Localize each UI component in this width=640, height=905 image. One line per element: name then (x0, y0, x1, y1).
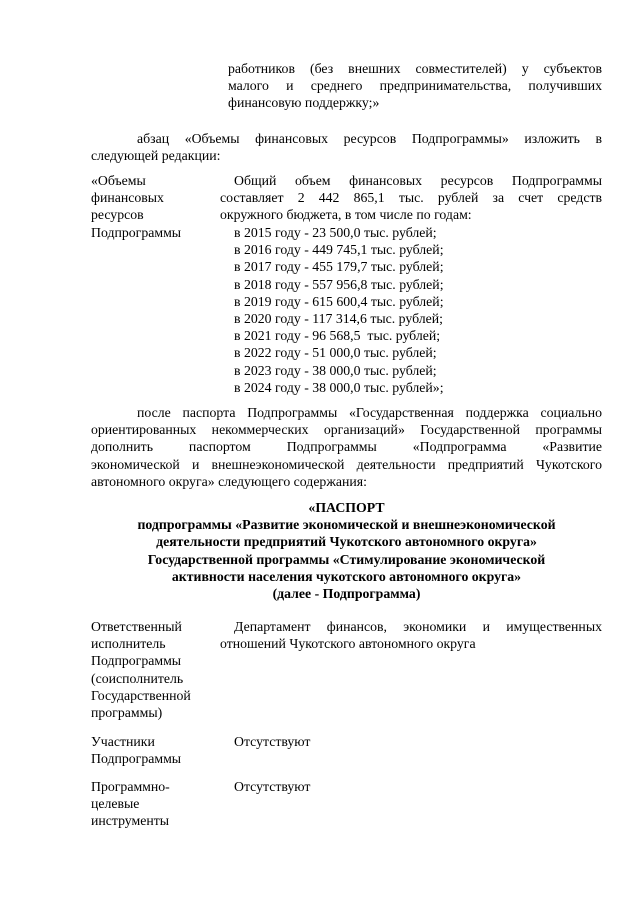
label-line: финансовых (91, 190, 164, 206)
value-line: Отсутствуют (234, 779, 311, 794)
value-line: Отсутствуют (234, 734, 311, 749)
year-line: в 2016 году - 449 745,1 тыс. рублей; (234, 242, 444, 258)
text-line: работников (без внешних совместителей) у субъектов (228, 61, 602, 76)
passport-row-value (220, 618, 602, 652)
resources-label (91, 172, 211, 241)
heading-line: Государственной программы «Стимулирование экономической (147, 551, 546, 567)
text-line: экономической и внешнеэкономической деятельности предприятий Чукотского (91, 456, 602, 472)
heading-line: деятельности предприятий Чукотского автономного округа» (156, 534, 537, 550)
text-line: ориентированных некоммерческих организаций» Государственной программы (91, 422, 602, 438)
text-line: следующей редакции: (91, 148, 221, 164)
heading-line: (далее - Подпрограмма) (272, 586, 421, 602)
year-line: в 2020 году - 117 314,6 тыс. рублей; (234, 311, 444, 327)
year-line: в 2018 году - 557 956,8 тыс. рублей; (234, 276, 444, 292)
value-line: Общий объем финансовых ресурсов Подпрограммы (234, 173, 602, 188)
label-line: Государственной (91, 687, 191, 703)
label-line: программы) (91, 705, 163, 721)
value-line: Департамент финансов, экономики и имущественных (234, 619, 602, 634)
label-line: Ответственный (91, 619, 182, 634)
value-line: составляет 2 442 865,1 тыс. рублей за счет средств (220, 190, 602, 206)
label-line: (соисполнитель (91, 670, 184, 686)
year-line: в 2019 году - 615 600,4 тыс. рублей; (234, 293, 444, 309)
label-line: целевые (91, 796, 140, 812)
paragraph-abzac (91, 130, 602, 164)
heading-line: активности населения чукотского автономного округа» (171, 568, 522, 584)
passport-row-value (220, 778, 602, 795)
resources-years (234, 224, 444, 396)
text-line: финансовую поддержку;» (228, 95, 380, 111)
value-line: окружного бюджета, в том числе по годам: (220, 207, 472, 223)
passport-row-label (91, 618, 211, 721)
year-line: в 2017 году - 455 179,7 тыс. рублей; (234, 259, 444, 275)
continued-block (228, 60, 602, 112)
heading-line: подпрограммы «Развитие экономической и внешнеэкономической (137, 517, 556, 533)
year-line: в 2022 году - 51 000,0 тыс. рублей; (234, 345, 437, 361)
resources-value (220, 172, 602, 224)
label-line: инструменты (91, 813, 170, 829)
year-line: в 2015 году - 23 500,0 тыс. рублей; (234, 225, 437, 240)
text-line: автономного округа» следующего содержания: (91, 473, 367, 489)
passport-row-label (91, 778, 211, 830)
label-line: ресурсов (91, 207, 144, 223)
text-line: дополнить паспортом Подпрограммы «Подпрограмма «Развитие (91, 439, 602, 455)
paragraph-after (91, 404, 602, 490)
heading-line: «ПАСПОРТ (308, 500, 385, 515)
label-line: Подпрограммы (91, 751, 182, 767)
year-line: в 2021 году - 96 568,5 тыс. рублей; (234, 328, 441, 344)
passport-row-value (220, 733, 602, 750)
passport-row-label (91, 733, 211, 767)
text-line: абзац «Объемы финансовых ресурсов Подпрограммы» изложить в (137, 131, 602, 146)
label-line: исполнитель (91, 636, 166, 652)
year-line: в 2024 году - 38 000,0 тыс. рублей»; (234, 379, 444, 395)
value-line: отношений Чукотского автономного округа (220, 636, 476, 652)
passport-heading (91, 499, 602, 602)
label-line: «Объемы (91, 173, 146, 188)
label-line: Подпрограммы (91, 653, 182, 669)
text-line: малого и среднего предпринимательства, получивших (228, 78, 602, 94)
label-line: Подпрограммы (91, 224, 182, 240)
year-line: в 2023 году - 38 000,0 тыс. рублей; (234, 362, 437, 378)
label-line: Участники (91, 734, 155, 749)
text-line: после паспорта Подпрограммы «Государственная поддержка социально (137, 405, 602, 420)
label-line: Программно- (91, 779, 170, 794)
